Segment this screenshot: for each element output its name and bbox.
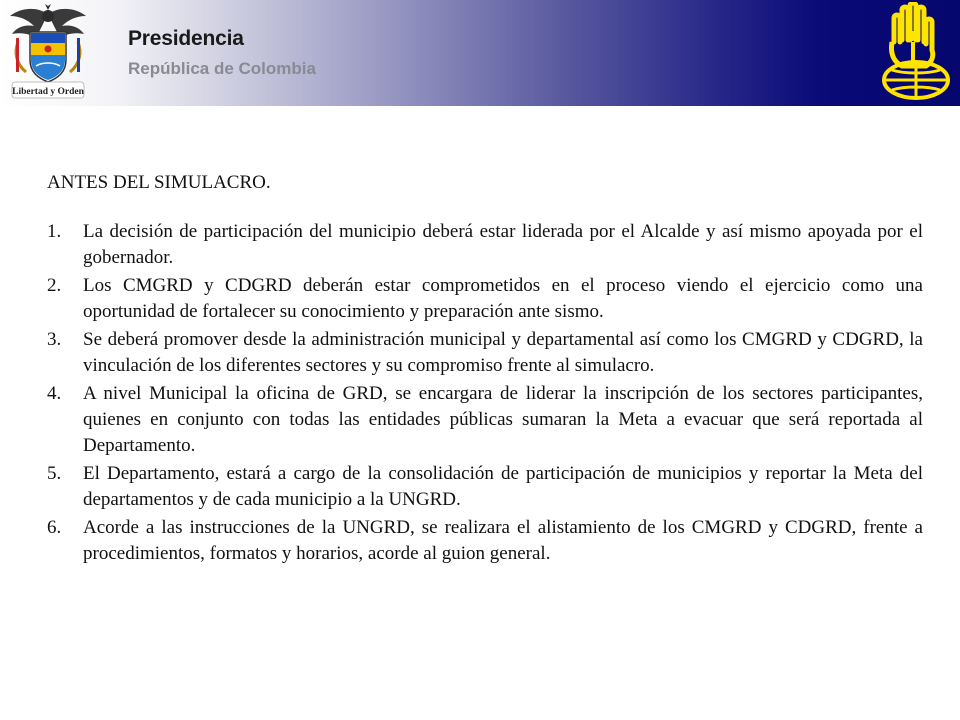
document-content <box>47 170 923 569</box>
colombia-coat-of-arms-logo <box>6 2 90 104</box>
list-item-number: 4. <box>47 383 62 404</box>
list-item-number: 2. <box>47 275 62 296</box>
list-item-text: A nivel Municipal la oficina de GRD, se encargara de liderar la inscripción de los sectores participantes, quienes en conjunto con todas las entidades públicas sumaran la Meta a evacuar que será reportada al Departamento. <box>83 383 923 456</box>
brand-title: Presidencia <box>128 27 244 50</box>
section-heading: ANTES DEL SIMULACRO. <box>47 172 271 193</box>
hand-logo-icon <box>880 2 952 102</box>
steps-list <box>47 219 923 567</box>
list-item-number: 6. <box>47 517 62 538</box>
list-item-text: Se deberá promover desde la administración municipal y departamental así como los CMGRD y CDGRD, la vinculación de los diferentes sectores y su compromiso frente al simulacro. <box>83 329 923 376</box>
list-item <box>47 219 923 271</box>
list-item <box>47 327 923 379</box>
list-item <box>47 381 923 459</box>
list-item-text: Los CMGRD y CDGRD deberán estar comprometidos en el proceso viendo el ejercicio como una oportunidad de fortalecer su conocimiento y preparación ante sismo. <box>83 275 923 322</box>
list-item-number: 1. <box>47 221 62 242</box>
svg-text:Libertad y Orden: Libertad y Orden <box>12 87 84 97</box>
list-item-text: Acorde a las instrucciones de la UNGRD, se realizara el alistamiento de los CMGRD y CDGRD, frente a procedimientos, formatos y horarios, acorde al guion general. <box>83 517 923 564</box>
header-banner <box>0 0 960 106</box>
list-item <box>47 461 923 513</box>
list-item-number: 5. <box>47 463 62 484</box>
list-item-text: El Departamento, estará a cargo de la consolidación de participación de municipios y reportar la Meta del departamentos y de cada municipio a la UNGRD. <box>83 463 923 510</box>
list-item <box>47 273 923 325</box>
list-item <box>47 515 923 567</box>
list-item-number: 3. <box>47 329 62 350</box>
list-item-text: La decisión de participación del municipio deberá estar liderada por el Alcalde y así mismo apoyada por el gobernador. <box>83 221 923 268</box>
brand-subtitle: República de Colombia <box>128 59 316 78</box>
